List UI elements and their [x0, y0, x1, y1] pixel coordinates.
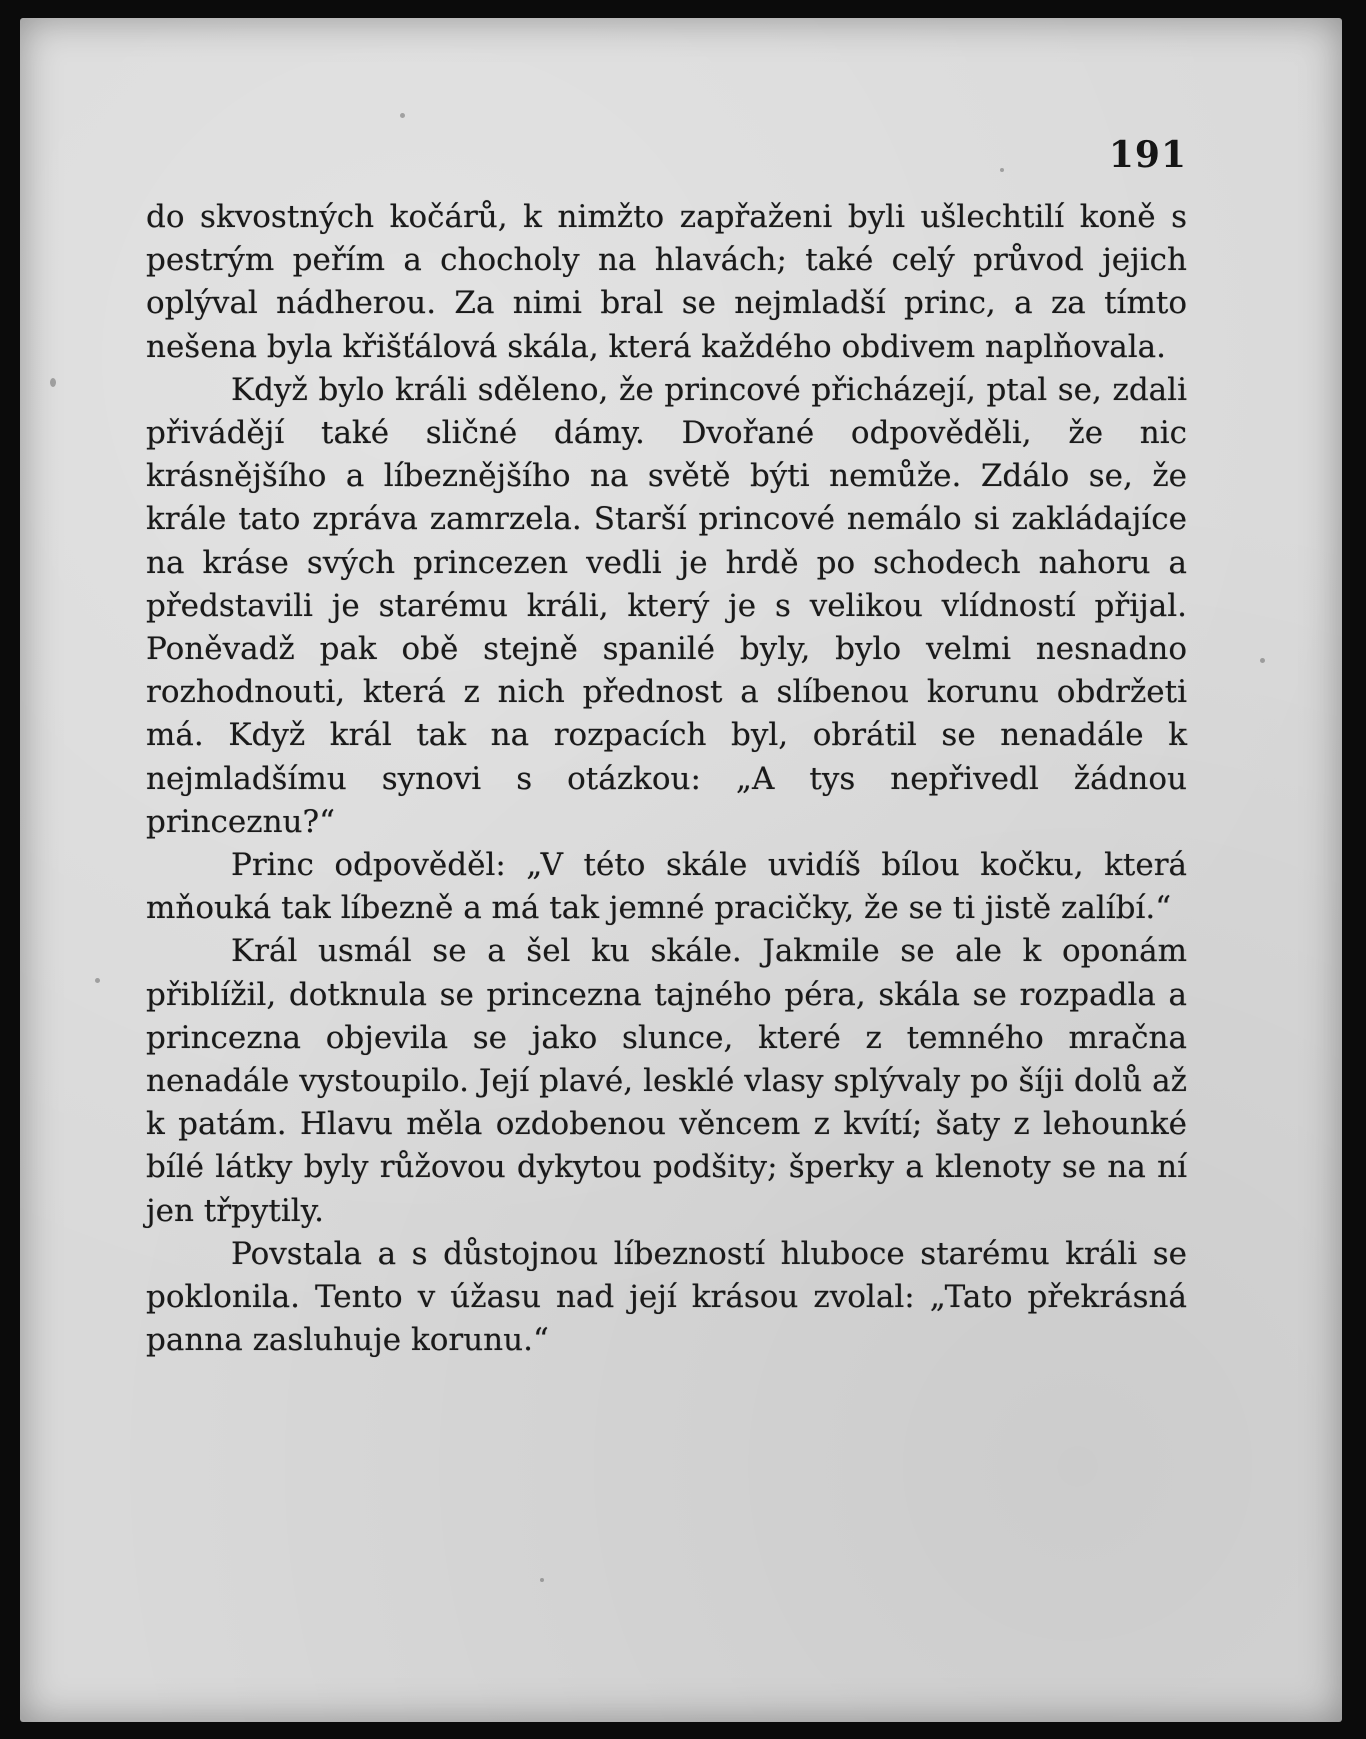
- paper-speck: [95, 978, 100, 983]
- paragraph: Povstala a s důstojnou líbezností hluboce starému králi se poklonila. Tento v úžasu nad její krásou zvolal: „Tato překrásná panna zasluhuje korunu.“: [146, 1235, 1187, 1359]
- paragraph: Král usmál se a šel ku skále. Jakmile se ale k oponám přiblížil, dotknula se princezna tajného péra, skála se rozpadla a princezna objevila se jako slunce, které z temného mračna nenadále vystoupilo. Její plavé, lesklé vlasy splývaly po šíji dolů až k patám. Hlavu měla ozdobenou věncem z kvítí; šaty z lehounké bílé látky byly růžovou dykytou podšity; šperky a klenoty se na ní jen třpytily.: [146, 933, 1187, 1229]
- paragraph: Princ odpověděl: „V této skále uvidíš bílou kočku, která mňouká tak líbezně a má tak jemné pracičky, že se ti jistě zalíbí.“: [146, 847, 1187, 927]
- book-page: [20, 18, 1342, 1722]
- paper-speck: [400, 113, 405, 118]
- paragraph: do skvostných kočárů, k nimžto zapřaženi byli ušlechtilí koně s pestrým peřím a chocholy na hlavách; také celý průvod jejich oplýval nádherou. Za nimi bral se nejmladší princ, a za tímto nešena byla křišťálová skála, která každého obdivem naplňovala.: [146, 199, 1187, 365]
- page-number: 191: [1108, 134, 1187, 176]
- paper-speck: [1000, 168, 1004, 172]
- body-text: [146, 196, 1187, 1362]
- paper-speck: [540, 1578, 544, 1582]
- paragraph: Když bylo králi sděleno, že princové přicházejí, ptal se, zdali přivádějí také sličné dámy. Dvořané odpověděli, že nic krásnějšího a líbeznějšího na světě býti nemůže. Zdálo se, že krále tato zpráva zamrzela. Starší princové nemálo si zakládajíce na kráse svých princezen vedli je hrdě po schodech nahoru a představili je starému králi, který je s velikou vlídností přijal. Poněvadž pak obě stejně spanilé byly, bylo velmi nesnadno rozhodnouti, která z nich přednost a slíbenou korunu obdržeti má. Když král tak na rozpacích byl, obrátil se nenadále k nejmladšímu synovi s otázkou: „A tys nepřivedl žádnou princeznu?“: [146, 371, 1187, 840]
- paper-speck: [1260, 658, 1265, 663]
- paper-speck: [50, 378, 56, 387]
